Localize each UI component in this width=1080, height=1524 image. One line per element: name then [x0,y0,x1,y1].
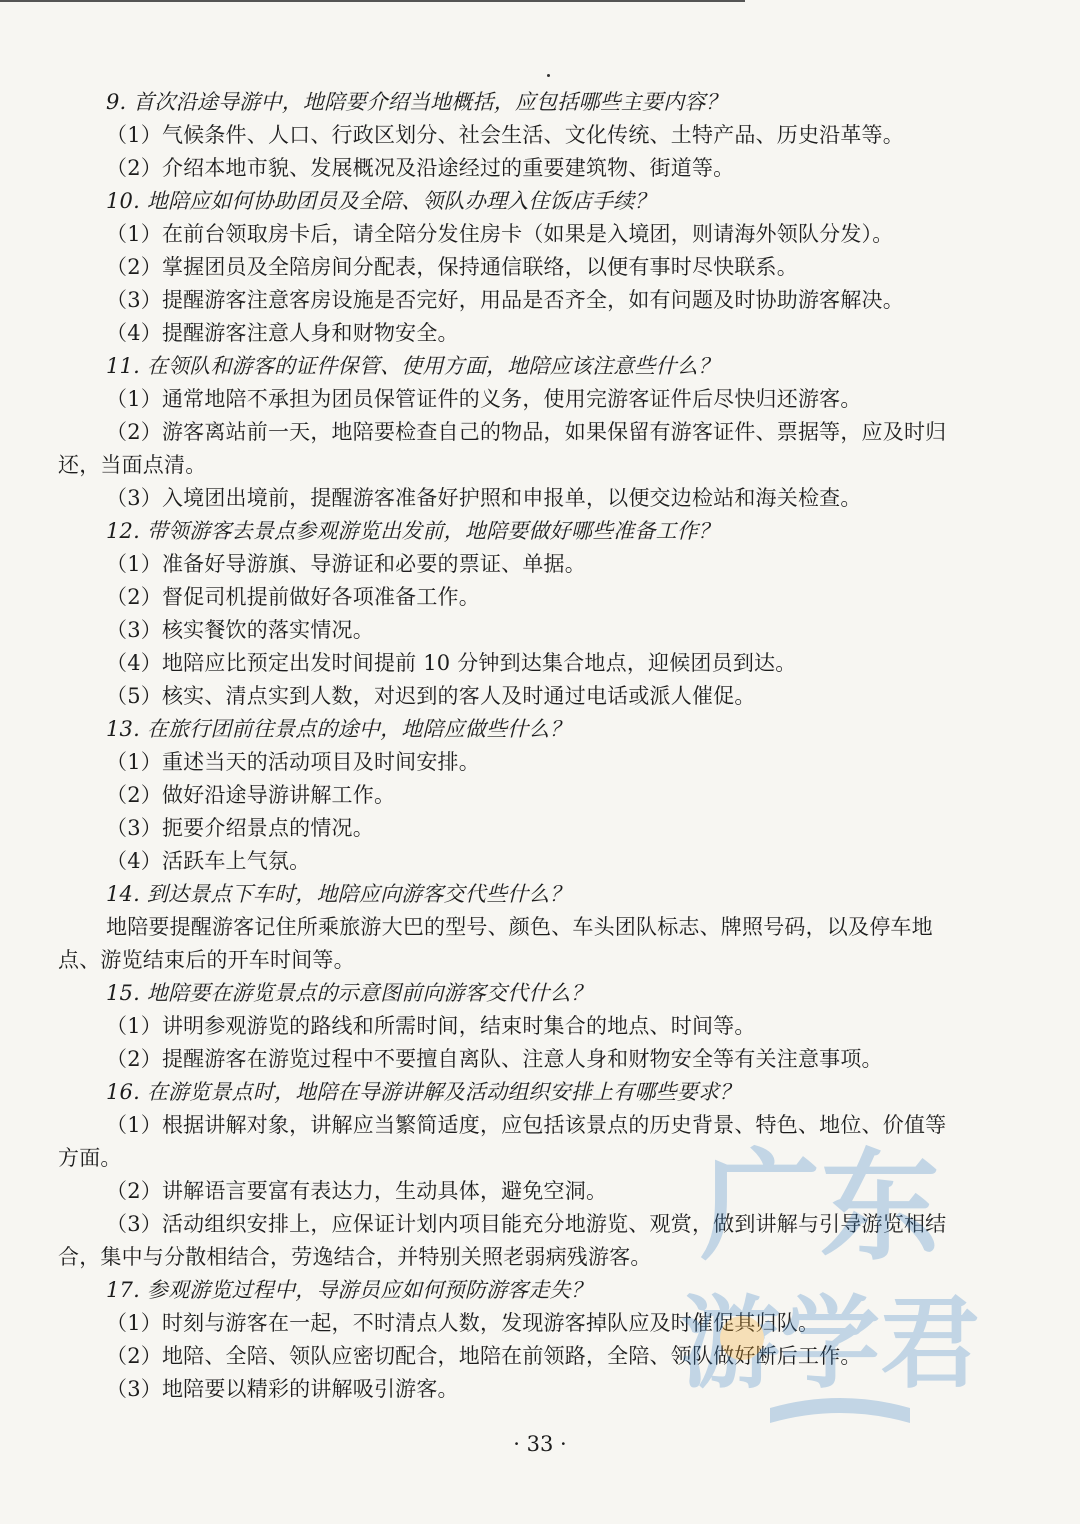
answer-line: （3）地陪要以精彩的讲解吸引游客。 [106,1377,459,1401]
answer-line: 还，当面点清。 [58,453,207,477]
question-line: 10. 地陪应如何协助团员及全陪、领队办理入住饭店手续？ [106,189,656,213]
answer-line: （1）根据讲解对象，讲解应当繁简适度，应包括该景点的历史背景、特色、地位、价值等 [106,1113,947,1137]
question-line: 15. 地陪要在游览景点的示意图前向游客交代什么？ [106,981,593,1005]
answer-line: （1）在前台领取房卡后，请全陪分发住房卡（如果是入境团，则请海外领队分发）。 [106,222,894,246]
answer-line: （2）做好沿途导游讲解工作。 [106,783,396,807]
top-rule [0,0,745,2]
answer-line: 方面。 [58,1146,122,1170]
answer-line: （1）重述当天的活动项目及时间安排。 [106,750,480,774]
answer-line: （3）扼要介绍景点的情况。 [106,816,374,840]
question-line: 17. 参观游览过程中，导游员应如何预防游客走失？ [106,1278,593,1302]
page-number: · 33 · [513,1432,567,1456]
question-line: 12. 带领游客去景点参观游览出发前，地陪要做好哪些准备工作？ [106,519,720,543]
answer-line: （2）地陪、全陪、领队应密切配合，地陪在前领路，全陪、领队做好断后工作。 [106,1344,862,1368]
answer-line: （1）准备好导游旗、导游证和必要的票证、单据。 [106,552,586,576]
watermark-text-bottom: 游学君 [680,1285,980,1402]
answer-line: （4）地陪应比预定出发时间提前 10 分钟到达集合地点，迎候团员到达。 [106,651,797,675]
answer-line: （5）核实、清点实到人数，对迟到的客人及时通过电话或派人催促。 [106,684,756,708]
answer-line: （4）提醒游客注意人身和财物安全。 [106,321,459,345]
answer-line: （1）通常地陪不承担为团员保管证件的义务，使用完游客证件后尽快归还游客。 [106,387,862,411]
answer-line: （2）游客离站前一天，地陪要检查自己的物品，如果保留有游客证件、票据等，应及时归 [106,420,947,444]
answer-line: （3）提醒游客注意客房设施是否完好，用品是否齐全，如有问题及时协助游客解决。 [106,288,904,312]
answer-line: （2）掌握团员及全陪房间分配表，保持通信联络，以便有事时尽快联系。 [106,255,798,279]
answer-line: （2）督促司机提前做好各项准备工作。 [106,585,480,609]
question-line: 13. 在旅行团前往景点的途中，地陪应做些什么？ [106,717,571,741]
answer-line: （2）讲解语言要富有表达力，生动具体，避免空洞。 [106,1179,608,1203]
speck [547,74,550,77]
document-body [58,86,988,1406]
question-line: 14. 到达景点下车时，地陪应向游客交代些什么？ [106,882,571,906]
question-line: 9. 首次沿途导游中，地陪要介绍当地概括，应包括哪些主要内容？ [106,90,727,114]
answer-line: （1）讲明参观游览的路线和所需时间，结束时集合的地点、时间等。 [106,1014,756,1038]
watermark-text-top: 广东 [700,1138,940,1277]
answer-line: （1）气候条件、人口、行政区划分、社会生活、文化传统、土特产品、历史沿革等。 [106,123,904,147]
answer-line: （4）活跃车上气氛。 [106,849,311,873]
answer-line: （3）活动组织安排上，应保证计划内项目能充分地游览、观赏，做到讲解与引导游览相结 [106,1212,947,1236]
question-line: 11. 在领队和游客的证件保管、使用方面，地陪应该注意些什么？ [106,354,720,378]
answer-line: 点、游览结束后的开车时间等。 [58,948,355,972]
answer-line: 地陪要提醒游客记住所乘旅游大巴的型号、颜色、车头团队标志、牌照号码，以及停车地 [106,915,933,939]
answer-line: （3）核实餐饮的落实情况。 [106,618,374,642]
answer-line: （2）提醒游客在游览过程中不要擅自离队、注意人身和财物安全等有关注意事项。 [106,1047,883,1071]
answer-line: （1）时刻与游客在一起，不时清点人数，发现游客掉队应及时催促其归队。 [106,1311,820,1335]
answer-line: （3）入境团出境前，提醒游客准备好护照和申报单，以便交边检站和海关检查。 [106,486,862,510]
answer-line: （2）介绍本地市貌、发展概况及沿途经过的重要建筑物、街道等。 [106,156,735,180]
question-line: 16. 在游览景点时，地陪在导游讲解及活动组织安排上有哪些要求？ [106,1080,741,1104]
answer-line: 合，集中与分散相结合，劳逸结合，并特别关照老弱病残游客。 [58,1245,652,1269]
